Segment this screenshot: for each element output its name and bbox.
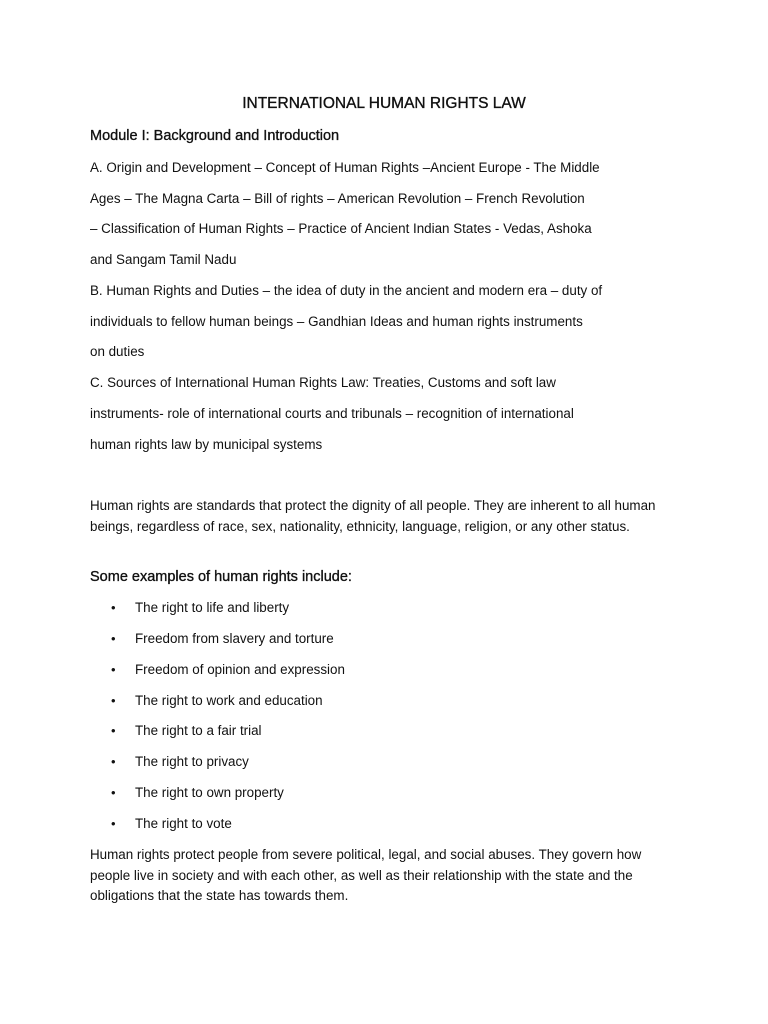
syllabus-line: instruments- role of international courts and tribunals – recognition of international (90, 406, 574, 421)
syllabus-line: individuals to fellow human beings – Gandhian Ideas and human rights instruments (90, 314, 583, 329)
list-item-text: Freedom of opinion and expression (135, 661, 345, 677)
list-item-text: The right to work and education (135, 692, 323, 708)
syllabus-line: – Classification of Human Rights – Practice of Ancient Indian States - Vedas, Ashoka (90, 221, 592, 236)
module-heading: Module I: Background and Introduction (90, 128, 340, 144)
bullet-icon: • (111, 692, 116, 708)
syllabus-line: and Sangam Tamil Nadu (90, 252, 237, 267)
syllabus-line: C. Sources of International Human Rights Law: Treaties, Customs and soft law (90, 375, 556, 390)
bullet-icon: • (111, 661, 116, 677)
syllabus-line: human rights law by municipal systems (90, 437, 323, 452)
bullet-icon: • (111, 600, 116, 615)
syllabus-line: B. Human Rights and Duties – the idea of duty in the ancient and modern era – duty of (90, 283, 603, 298)
syllabus-line: Ages – The Magna Carta – Bill of rights – American Revolution – French Revolution (90, 191, 585, 206)
bullet-icon: • (111, 630, 116, 646)
closing-paragraph: Human rights protect people from severe political, legal, and social abuses. They govern how people live in society and with each other, as well as their relationship with the state and the obligations that the state has towards them. (90, 847, 642, 903)
list-item-text: Freedom from slavery and torture (135, 630, 334, 646)
examples-heading: Some examples of human rights include: (90, 569, 352, 585)
intro-paragraph: Human rights are standards that protect the dignity of all people. They are inherent to all human beings, regardless of race, sex, nationality, ethnicity, language, religion, or any other status. (90, 498, 656, 534)
list-item-text: The right to vote (135, 815, 232, 831)
list-item-text: The right to own property (135, 785, 284, 801)
bullet-icon: • (111, 785, 116, 801)
list-item-text: The right to privacy (135, 754, 249, 770)
syllabus-line: A. Origin and Development – Concept of Human Rights –Ancient Europe - The Middle (90, 160, 600, 175)
syllabus-line: on duties (90, 344, 145, 359)
list-item-text: The right to life and liberty (135, 600, 290, 615)
bullet-icon: • (111, 723, 116, 739)
bullet-icon: • (111, 815, 116, 831)
list-item-text: The right to a fair trial (135, 723, 262, 739)
bullet-icon: • (111, 754, 116, 770)
document-title: INTERNATIONAL HUMAN RIGHTS LAW (242, 95, 526, 112)
